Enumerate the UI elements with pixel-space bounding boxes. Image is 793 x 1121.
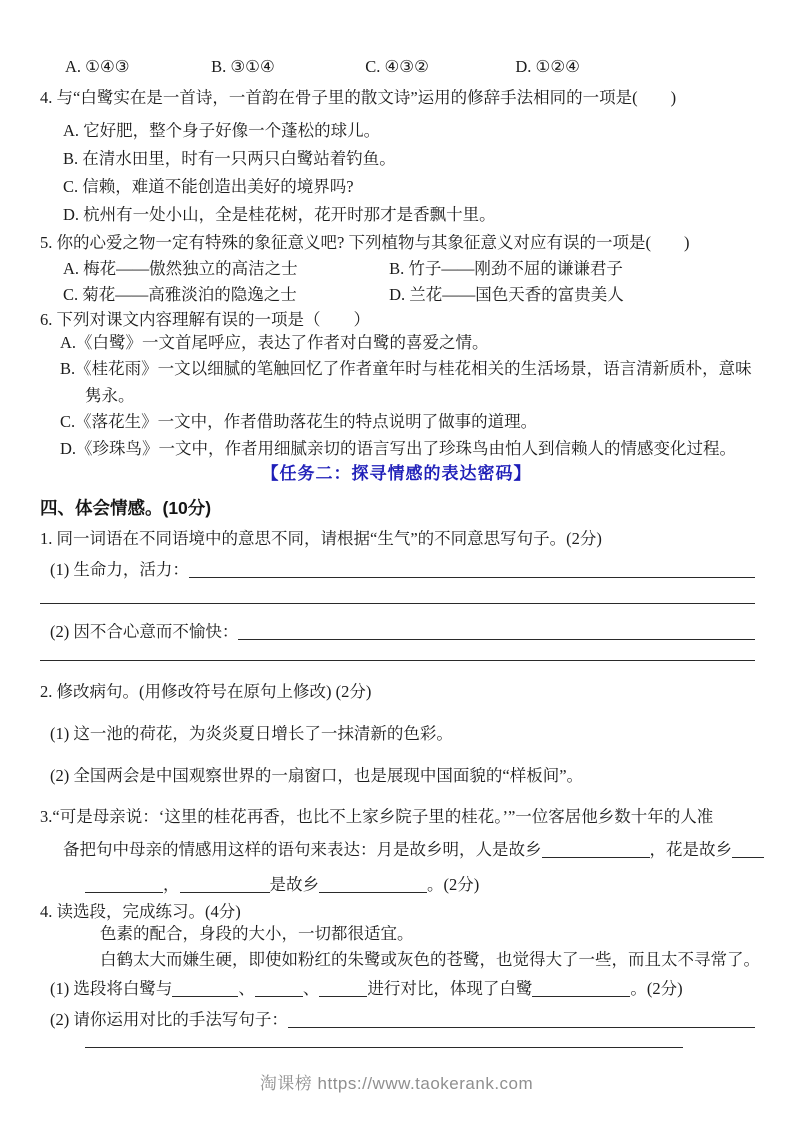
option-c: C. ④③② bbox=[365, 57, 429, 76]
section-4-heading: 四、体会情感。(10分) bbox=[40, 498, 212, 518]
s4-q3-line1: 3.“可是母亲说：‘这里的桂花再香，也比不上家乡院子里的桂花。’”一位客居他乡数十年的人准 bbox=[40, 807, 714, 826]
task-2-banner: 【任务二：探寻情感的表达密码】 bbox=[261, 464, 532, 483]
s4-q3-line2-text2: ，花是故乡 bbox=[649, 840, 732, 859]
s4-q4-stem: 4. 读选段，完成练习。(4分) bbox=[40, 902, 241, 921]
answer-blank bbox=[732, 841, 764, 858]
question-6-option-a: A.《白鹭》一文首尾呼应，表达了作者对白鹭的喜爱之情。 bbox=[60, 333, 489, 352]
answer-line bbox=[85, 1047, 683, 1048]
question-6-option-c: C.《落花生》一文中，作者借助落花生的特点说明了做事的道理。 bbox=[60, 412, 538, 431]
answer-line bbox=[40, 660, 755, 661]
s4-q3-line3 bbox=[85, 873, 479, 897]
option-c: C. 菊花——高雅淡泊的隐逸之士 bbox=[63, 285, 297, 304]
question-5-stem: 5. 你的心爱之物一定有特殊的象征意义吧? 下列植物与其象征意义对应有误的一项是( ) bbox=[40, 233, 690, 252]
question-6-option-b-line1: B.《桂花雨》一文以细腻的笔触回忆了作者童年时与桂花相关的生活场景，语言清新质朴，意味 bbox=[60, 359, 752, 378]
s4-q1-stem: 1. 同一词语在不同语境中的意思不同，请根据“生气”的不同意思写句子。(2分) bbox=[40, 529, 602, 548]
answer-blank bbox=[180, 876, 270, 893]
answer-blank bbox=[288, 1026, 755, 1028]
question-4-option-c: C. 信赖，难道不能创造出美好的境界吗? bbox=[63, 177, 354, 196]
option-d: D. ①②④ bbox=[515, 57, 580, 76]
s4-q3-line3-text3: 。(2分) bbox=[427, 875, 480, 894]
question-6-option-b-line2: 隽永。 bbox=[85, 386, 135, 405]
answer-blank bbox=[319, 876, 427, 893]
s4-q4-item1-text3: 。(2分) bbox=[630, 979, 683, 998]
question-5-options-row-1 bbox=[63, 257, 623, 281]
s4-q4-item1-text2: 进行对比，体现了白鹭 bbox=[367, 979, 533, 998]
s4-q4-item1 bbox=[50, 977, 683, 1001]
s4-q1-item2 bbox=[50, 620, 755, 644]
question-4-option-d: D. 杭州有一处小山，全是桂花树，花开时那才是香飘十里。 bbox=[63, 205, 496, 224]
s4-q3-line3-text1: ， bbox=[163, 875, 180, 894]
s4-q4-item1-text1: (1) 选段将白鹭与 bbox=[50, 979, 173, 998]
s4-q1-item2-label: (2) 因不合心意而不愉快： bbox=[50, 622, 239, 641]
option-a: A. ①④③ bbox=[65, 57, 130, 76]
answer-blank bbox=[319, 980, 367, 997]
answer-line bbox=[40, 603, 755, 604]
answer-blank bbox=[85, 876, 163, 893]
s4-q4-item2-label: (2) 请你运用对比的手法写句子： bbox=[50, 1010, 288, 1029]
s4-q2-stem: 2. 修改病句。(用修改符号在原句上修改) (2分) bbox=[40, 682, 372, 701]
prev-question-options-row bbox=[65, 55, 580, 79]
answer-blank bbox=[532, 980, 630, 997]
question-4-stem: 4. 与“白鹭实在是一首诗，一首韵在骨子里的散文诗”运用的修辞手法相同的一项是( ) bbox=[40, 88, 677, 107]
s4-q4-item1-sep2: 、 bbox=[302, 979, 320, 998]
option-b: B. 竹子——刚劲不屈的谦谦君子 bbox=[389, 259, 623, 278]
option-b: B. ③①④ bbox=[211, 57, 275, 76]
s4-q1-item1-label: (1) 生命力，活力： bbox=[50, 560, 189, 579]
s4-q2-item2: (2) 全国两会是中国观察世界的一扇窗口，也是展现中国面貌的“样板间”。 bbox=[50, 766, 584, 785]
answer-blank bbox=[172, 980, 238, 997]
question-4-option-a: A. 它好肥，整个身子好像一个蓬松的球儿。 bbox=[63, 121, 381, 140]
s4-q3-line2 bbox=[63, 838, 764, 862]
question-6-option-d: D.《珍珠鸟》一文中，作者用细腻亲切的语言写出了珍珠鸟由怕人到信赖人的情感变化过程。 bbox=[60, 439, 737, 458]
s4-q2-item1: (1) 这一池的荷花，为炎炎夏日增长了一抹清新的色彩。 bbox=[50, 724, 453, 743]
option-a: A. 梅花——傲然独立的高洁之士 bbox=[63, 259, 298, 278]
question-4-option-b: B. 在清水田里，时有一只两只白鹭站着钓鱼。 bbox=[63, 149, 396, 168]
s4-q4-excerpt-line1: 色素的配合，身段的大小，一切都很适宜。 bbox=[100, 924, 414, 943]
s4-q3-line2-text1: 备把句中母亲的情感用这样的语句来表达：月是故乡明，人是故乡 bbox=[63, 840, 542, 859]
s4-q4-item1-sep1: 、 bbox=[238, 979, 255, 998]
s4-q1-item1 bbox=[50, 558, 755, 582]
answer-blank bbox=[255, 980, 303, 997]
question-5-options-row-2 bbox=[63, 283, 624, 307]
answer-blank bbox=[238, 638, 755, 640]
question-6-stem: 6. 下列对课文内容理解有误的一项是（ ） bbox=[40, 310, 370, 329]
s4-q4-excerpt-line2: 白鹤太大而嫌生硬，即使如粉红的朱鹭或灰色的苍鹭，也觉得大了一些，而且太不寻常了。 bbox=[100, 950, 760, 969]
footer-watermark: 淘课榜 https://www.taokerank.com bbox=[259, 1074, 534, 1093]
option-d: D. 兰花——国色天香的富贵美人 bbox=[389, 285, 624, 304]
s4-q4-item2 bbox=[50, 1008, 755, 1032]
s4-q3-line3-text2: 是故乡 bbox=[269, 875, 319, 894]
answer-blank bbox=[189, 576, 755, 578]
answer-blank bbox=[542, 841, 650, 858]
